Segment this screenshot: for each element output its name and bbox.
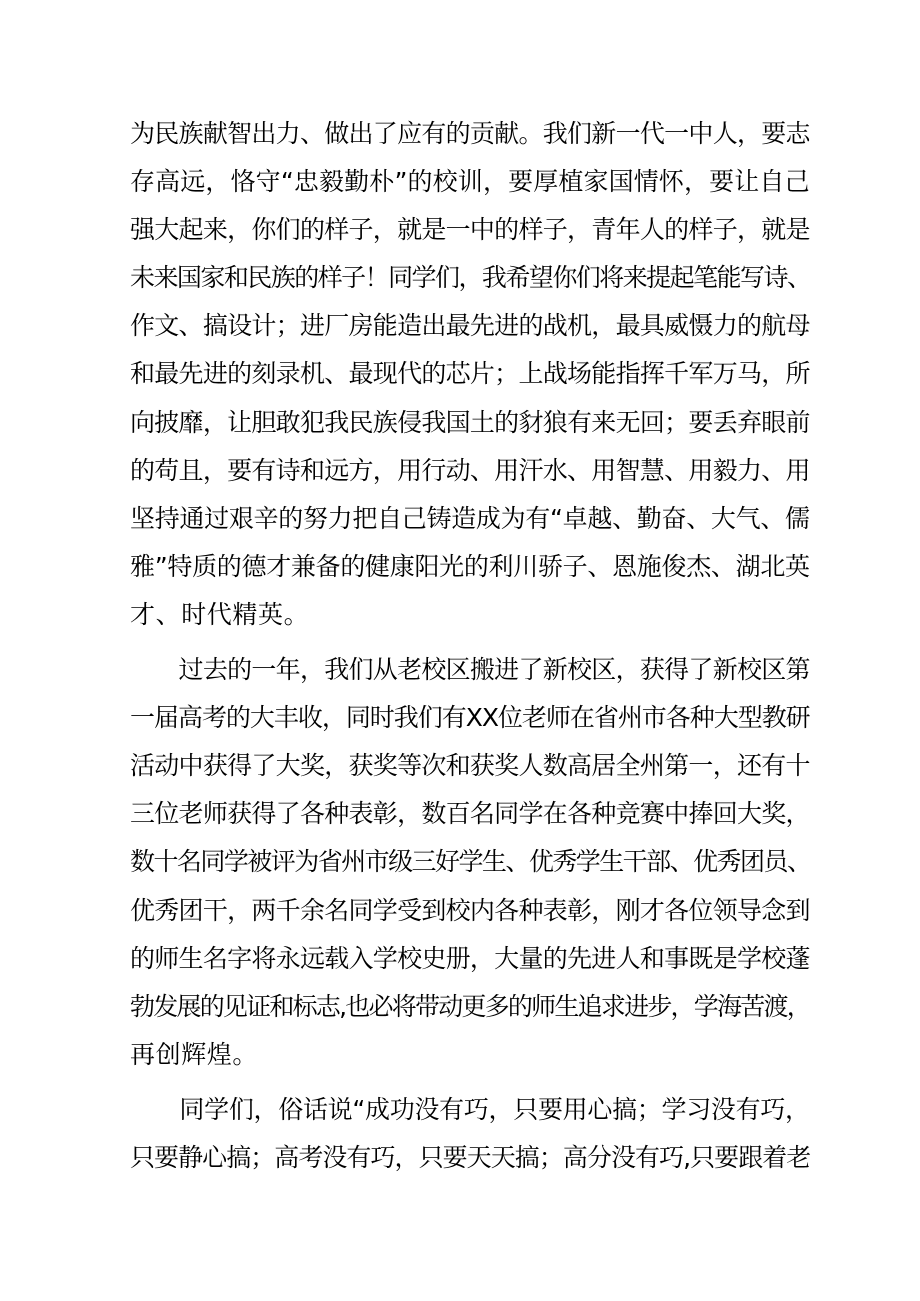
text-line: 勃发展的见证和标志,也必将带动更多的师生追求进步，学海苦渡， [130, 991, 810, 1021]
text-line: 一届高考的大丰收，同时我们有XX位老师在省州市各种大型教研 [130, 703, 810, 733]
text-line: 活动中获得了大奖，获奖等次和获奖人数高居全州第一，还有十 [130, 751, 810, 781]
text-line: 为民族献智出力、做出了应有的贡献。我们新一代一中人，要志 [130, 119, 810, 148]
text-line: 作文、搞设计；进厂房能造出最先进的战机，最具威慑力的航母 [130, 311, 810, 341]
text-line: 坚持通过艰辛的努力把自己铸造成为有“卓越、勤奋、大气、儒 [130, 503, 810, 533]
text-line: 同学们，俗话说“成功没有巧，只要用心搞；学习没有巧， [130, 1094, 810, 1124]
text-line: 过去的一年，我们从老校区搬进了新校区，获得了新校区第 [130, 655, 810, 685]
text-line: 数十名同学被评为省州市级三好学生、优秀学生干部、优秀团员、 [130, 847, 811, 877]
text-line: 未来国家和民族的样子！同学们，我希望你们将来提起笔能写诗、 [130, 263, 811, 293]
text-line: 雅”特质的德才兼备的健康阳光的利川骄子、恩施俊杰、湖北英 [130, 551, 810, 581]
text-line: 优秀团干，两千余名同学受到校内各种表彰，刚才各位领导念到 [130, 895, 810, 925]
paragraph-gap [130, 1079, 810, 1086]
text-line: 存高远，恪守“忠毅勤朴”的校训，要厚植家国情怀，要让自己 [130, 167, 810, 197]
text-line: 的师生名字将永远载入学校史册，大量的先进人和事既是学校蓬 [130, 943, 810, 973]
text-line: 才、时代精英。 [130, 599, 310, 629]
text-line: 的苟且，要有诗和远方，用行动、用汗水、用智慧、用毅力、用 [130, 455, 810, 485]
body-text [130, 110, 810, 1182]
text-line: 和最先进的刻录机、最现代的芯片；上战场能指挥千军万马，所 [130, 359, 810, 389]
text-line: 强大起来，你们的样子，就是一中的样子，青年人的样子，就是 [130, 215, 810, 245]
text-line: 三位老师获得了各种表彰，数百名同学在各种竞赛中捧回大奖， [130, 799, 810, 829]
paragraph-gap [130, 639, 810, 646]
text-line: 向披靡，让胆敢犯我民族侵我国土的豺狼有来无回；要丢弃眼前 [130, 407, 810, 437]
text-line: 再创辉煌。 [130, 1039, 259, 1069]
text-line: 只要静心搞；高考没有巧，只要天天搞；高分没有巧,只要跟着老 [130, 1142, 811, 1172]
